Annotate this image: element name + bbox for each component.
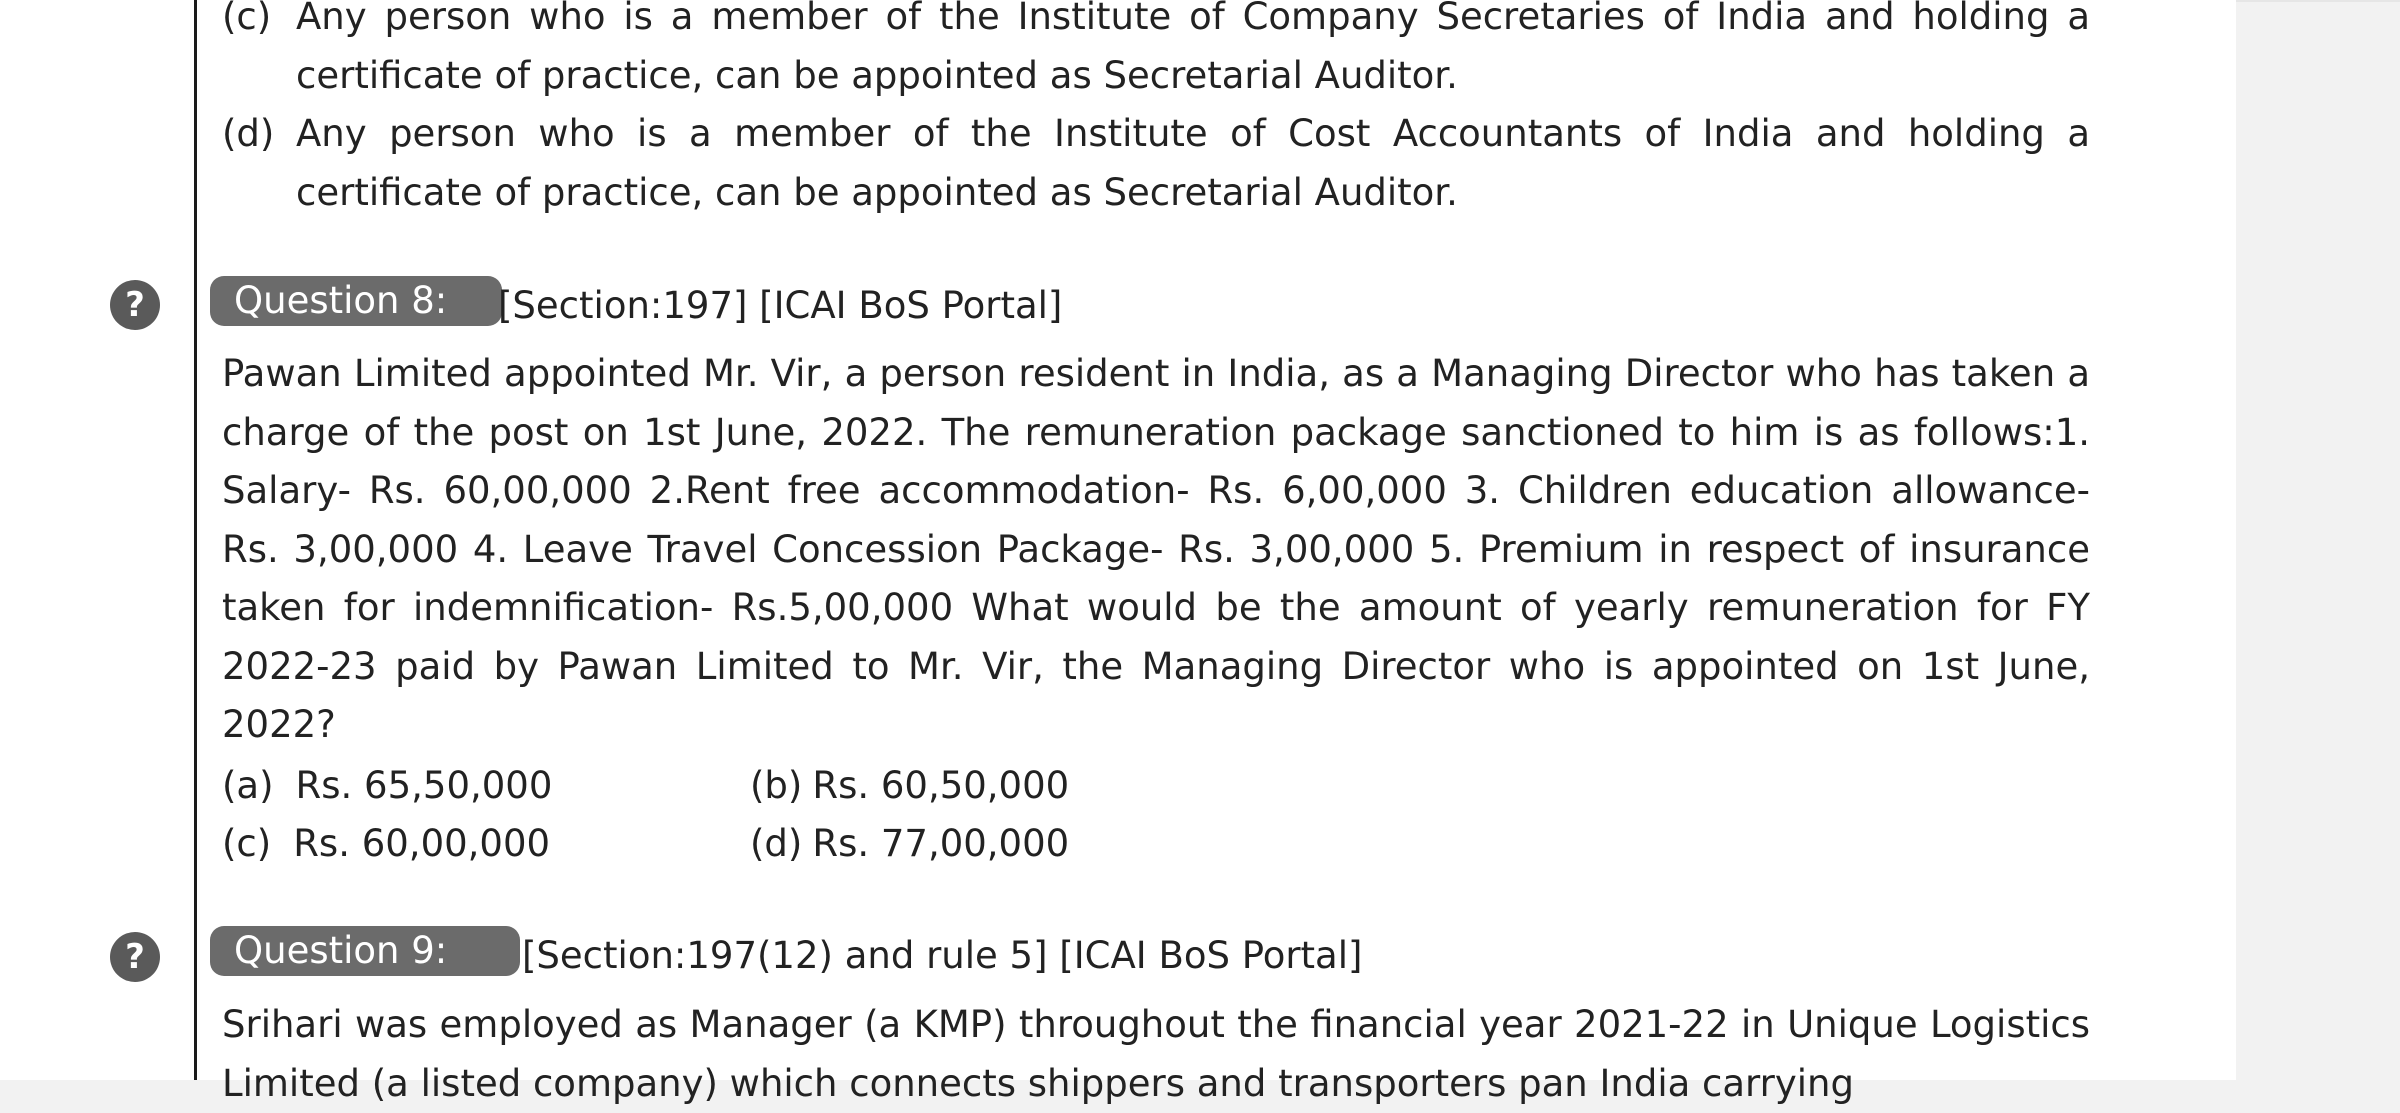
- side-panel-shadow: [2236, 0, 2400, 2]
- option-d-prev: [222, 105, 2090, 222]
- left-margin-rule: [194, 0, 197, 1080]
- option-text: Rs. 65,50,000: [295, 764, 553, 807]
- option-text: Rs. 60,50,000: [812, 764, 1070, 807]
- option-label: (d): [750, 822, 803, 865]
- help-icon[interactable]: ?: [110, 280, 160, 330]
- q8-option-d[interactable]: [750, 815, 1069, 873]
- option-c-prev: [222, 0, 2090, 105]
- option-label: (c): [222, 822, 272, 865]
- q8-option-b[interactable]: [750, 757, 1069, 815]
- option-label: (a): [222, 764, 274, 807]
- question-9-badge: Question 9:: [210, 926, 520, 976]
- option-label: (c): [222, 0, 272, 38]
- help-icon[interactable]: ?: [110, 932, 160, 982]
- q8-option-a[interactable]: [222, 757, 552, 815]
- question-8-text: Pawan Limited appointed Mr. Vir, a person resident in India, as a Managing Director who has taken a charge of the post on 1st June, 2022. The remuneration package sanctioned to him is as follows:1. Salary- Rs. 60,00,000 2.Rent free accommodation- Rs. 6,00,000 3. Children education allowance- Rs. 3,00,000 4. Leave Travel Concession Package- Rs. 3,00,000 5. Premium in respect of insurance taken for indemnification- Rs.5,00,000 What would be the amount of yearly remuneration for FY 2022-23 paid by Pawan Limited to Mr. Vir, the Managing Director who is appointed on 1st June, 2022?: [222, 352, 2090, 746]
- question-9-text: Srihari was employed as Manager (a KMP) throughout the financial year 2021-22 in Unique Logistics Limited (a listed company) which connects shippers and transporters pan India carrying: [222, 1003, 2090, 1105]
- question-8-badge: Question 8:: [210, 276, 502, 326]
- question-9-section: [Section:197(12) and rule 5] [ICAI BoS Portal]: [522, 934, 1363, 977]
- option-text: Rs. 60,00,000: [293, 822, 551, 865]
- option-text: Any person who is a member of the Institute of Cost Accountants of India and holding a certificate of practice, can be appointed as Secretarial Auditor.: [296, 112, 2090, 214]
- option-text: Any person who is a member of the Institute of Company Secretaries of India and holding a certificate of practice, can be appointed as Secretarial Auditor.: [296, 0, 2090, 97]
- question-8-section: [Section:197] [ICAI BoS Portal]: [498, 284, 1063, 327]
- option-label: (b): [750, 764, 803, 807]
- option-text: Rs. 77,00,000: [812, 822, 1070, 865]
- option-label: (d): [222, 112, 275, 155]
- q8-option-c[interactable]: [222, 815, 550, 873]
